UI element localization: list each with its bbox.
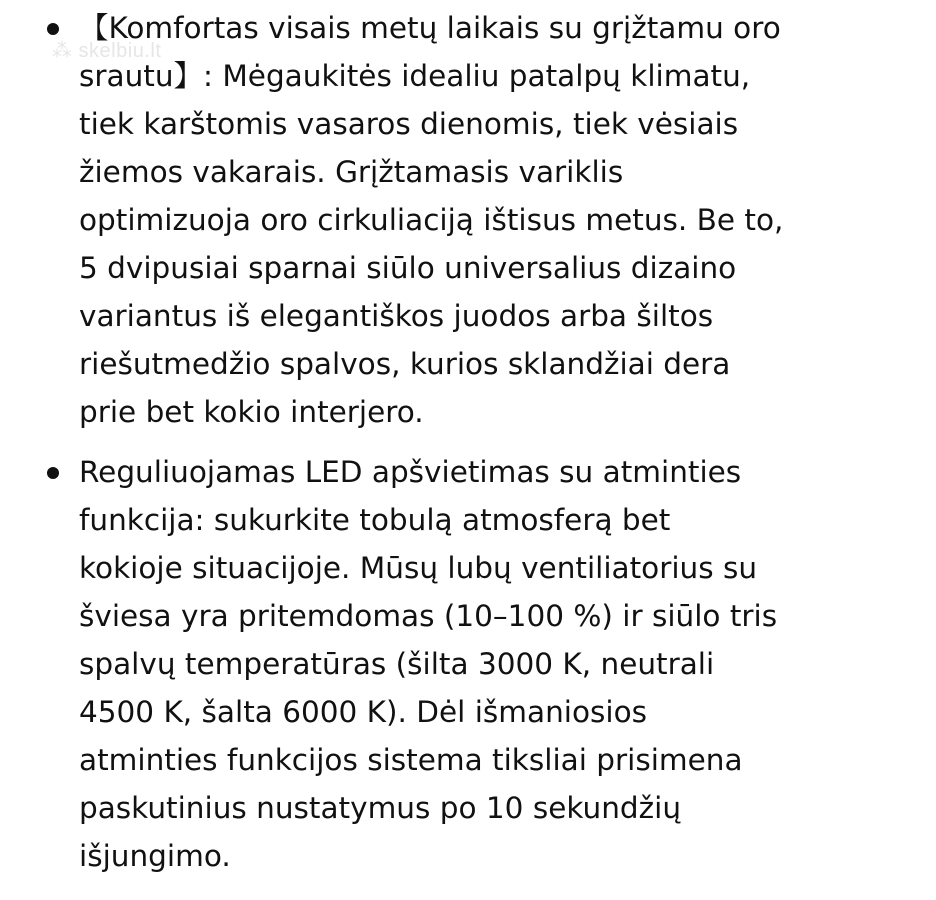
list-item-text: 【Komfortas visais metų laikais su grįžtamu oro srautu】: Mėgaukitės idealiu patalpų klimatu, tiek karštomis vasaros dienomis, tiek vėsiais žiemos vakarais. Grįžtamasis variklis optimizuoja oro cirkuliaciją ištisus metus. Be to, 5 dvipusiai sparnai siūlo universalius dizaino variantus iš elegantiškos juodos arba šiltos riešutmedžio spalvos, kurios sklandžiai dera prie bet kokio interjero.	[79, 11, 784, 429]
bullet-list	[0, 4, 936, 880]
watermark-logo: ⁂ skelbiu.lt	[52, 40, 162, 62]
bullet-icon	[47, 467, 59, 479]
list-item	[0, 448, 936, 880]
list-item-text: Reguliuojamas LED apšvietimas su atminties funkcija: sukurkite tobulą atmosferą bet kokioje situacijoje. Mūsų lubų ventiliatorius su šviesa yra pritemdomas (10–100 %) ir siūlo tris spalvų temperatūras (šilta 3000 K, neutrali 4500 K, šalta 6000 K). Dėl išmaniosios atminties funkcijos sistema tiksliai prisimena paskutinius nustatymus po 10 sekundžių išjungimo.	[79, 455, 778, 873]
list-item	[0, 4, 936, 436]
bullet-icon	[47, 23, 59, 35]
